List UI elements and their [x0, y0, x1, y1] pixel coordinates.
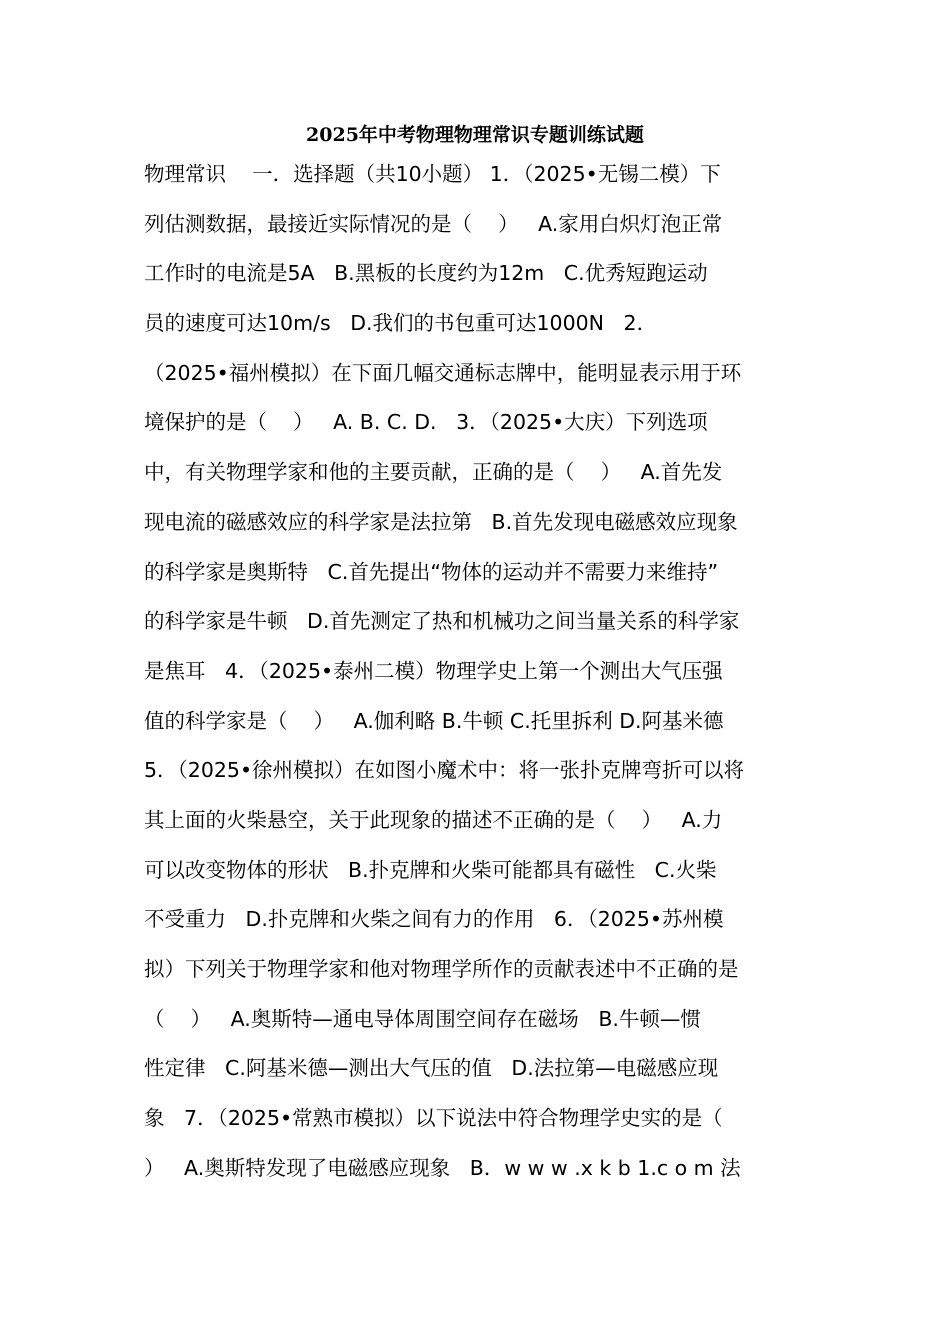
text-line: 拟）下列关于物理学家和他对物理学所作的贡献表述中不正确的是 [144, 957, 739, 981]
text-line: 可以改变物体的形状 B.扑克牌和火柴可能都具有磁性 C.火柴 [144, 857, 717, 882]
text-line: 中，有关物理学家和他的主要贡献，正确的是（ ） A.首先发 [144, 460, 723, 485]
text-line: 性定律 C.阿基米德—测出大气压的值 D.法拉第—电磁感应现 [144, 1056, 719, 1081]
text-line: 5．（2025•徐州模拟）在如图小魔术中：将一张扑克牌弯折可以将 [144, 758, 745, 783]
document-body [144, 150, 816, 1193]
text-line: 不受重力 D.扑克牌和火柴之间有力的作用 6．（2025•苏州模 [144, 907, 724, 932]
text-line: 物理常识 一．选择题（共10小题） 1．（2025•无锡二模）下 [144, 162, 721, 186]
text-line: 境保护的是（ ） A. B. C. D. 3．（2025•大庆）下列选项 [144, 410, 708, 435]
text-line: 是焦耳 4．（2025•泰州二模）物理学史上第一个测出大气压强 [144, 658, 723, 683]
text-line: 列估测数据，最接近实际情况的是（ ） A.家用白炽灯泡正常 [144, 211, 723, 236]
text-line: 其上面的火柴悬空，关于此现象的描述不正确的是（ ） A.力 [144, 807, 723, 832]
text-line: 的科学家是奥斯特 C.首先提出“物体的运动并不需要力来维持” [144, 559, 719, 584]
text-line: （2025•福州模拟）在下面几幅交通标志牌中，能明显表示用于环 [144, 360, 742, 385]
document-title: 2025年中考物理物理常识专题训练试题 [306, 124, 644, 146]
text-line: 的科学家是牛顿 D.首先测定了热和机械功之间当量关系的科学家 [144, 609, 740, 634]
text-line: ） A.奥斯特发现了电磁感应现象 B．w w w .x k b 1.c o m 法 [144, 1155, 741, 1180]
text-line: 现电流的磁感效应的科学家是法拉第 B.首先发现电磁感效应现象 [144, 509, 738, 534]
text-line: （ ） A.奥斯特—通电导体周围空间存在磁场 B.牛顿—惯 [144, 1006, 701, 1031]
text-line: 工作时的电流是5A B.黑板的长度约为12m C.优秀短跑运动 [144, 261, 708, 286]
text-line: 员的速度可达10m/s D.我们的书包重可达1000N 2． [144, 311, 658, 336]
text-line: 象 7．（2025•常熟市模拟）以下说法中符合物理学史实的是（ [144, 1106, 723, 1131]
text-line: 值的科学家是（ ） A.伽利略 B.牛顿 C.托里拆利 D.阿基米德 [144, 708, 724, 733]
